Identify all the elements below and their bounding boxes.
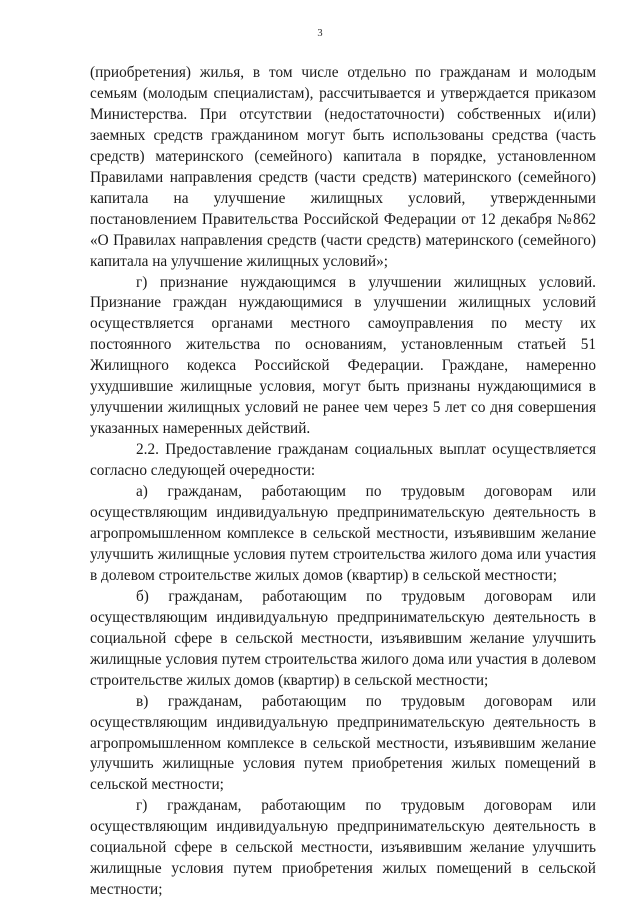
paragraph-2-2-order-of-payments: 2.2. Предоставление гражданам социальных выплат осуществляется согласно следующей очередности: [90,441,596,480]
paragraph-item-g-need-recognition: г) признание нуждающимся в улучшении жилищных условий. Признание граждан нуждающимися в улучшении жилищных условий осуществляется органами местного самоуправления по месту их постоянного жительства по основаниям, установленным статьей 51 Жилищного кодекса Российской Федерации. Граждане, намеренно ухудшившие жилищные условия, могут быть признаны нуждающимися в улучшении жилищных условий не ранее чем через 5 лет со дня совершения указанных намеренных действий. [90,273,596,438]
page-number: 3 [317,28,323,39]
paragraph-priority-g: г) гражданам, работающим по трудовым договорам или осуществляющим индивидуальную предпринимательскую деятельность в социальной сфере в сельской местности, изъявившим желание улучшить жилищные условия путем приобретения жилых помещений в сельской местности; [90,797,596,899]
paragraph-priority-v: в) гражданам, работающим по трудовым договорам или осуществляющим индивидуальную предпринимательскую деятельность в агропромышленном комплексе в сельской местности, изъявившим желание улучшить жилищные условия путем приобретения жилых помещений в сельской местности; [90,692,596,794]
paragraph-priority-a: а) гражданам, работающим по трудовым договорам или осуществляющим индивидуальную предпринимательскую деятельность в агропромышленном комплексе в сельской местности, изъявившим желание улучшить жилищные условия путем строительства жилого дома или участия в долевом строительстве жилых домов (квартир) в сельской местности; [90,483,596,584]
document-body [90,63,596,901]
paragraph-priority-b: б) гражданам, работающим по трудовым договорам или осуществляющим индивидуальную предпринимательскую деятельность в социальной сфере в сельской местности, изъявившим желание улучшить жилищные условия путем строительства жилого дома или участия в долевом строительстве жилых домов (квартир) в сельской местности; [90,587,596,689]
paragraph-housing-purchase-capital: (приобретения) жилья, в том числе отдельно по гражданам и молодым семьям (молодым специалистам), рассчитывается и утверждается приказом Министерства. При отсутствии (недостаточности) собственных и(или) заемных средств гражданином могут быть использованы средства (часть средств) материнского (семейного) капитала в порядке, установленном Правилами направления средств (части средств) материнского (семейного) капитала на улучшение жилищных условий, утвержденными постановлением Правительства Российской Федерации от 12 декабря №862 «О Правилах направления средств (части средств) материнского (семейного) капитала на улучшение жилищных условий»; [90,64,596,270]
